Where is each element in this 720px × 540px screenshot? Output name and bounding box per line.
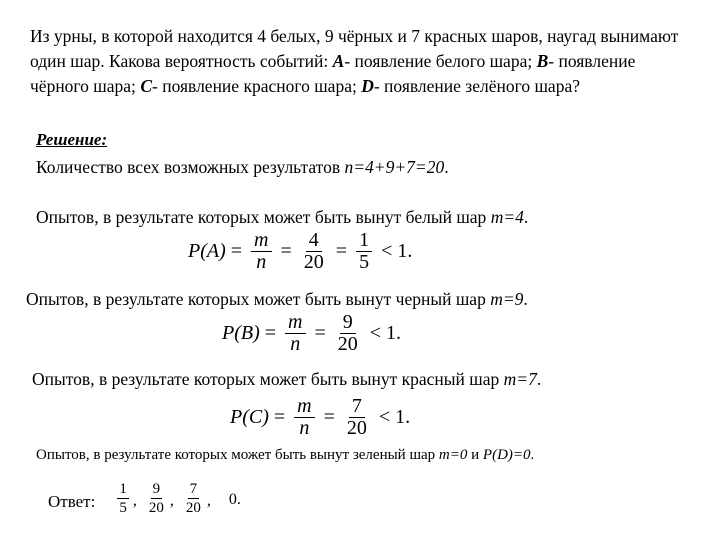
green-ball-text: Опытов, в результате которых может быть вынут зеленый шар (36, 447, 439, 463)
formula-p-c-eq1: = (273, 406, 286, 428)
answer-frac-1-5 (117, 480, 129, 517)
black-ball-text: Опытов, в результате которых может быть вынут черный шар (26, 289, 491, 309)
formula-p-c-frac-7-20 (344, 396, 370, 439)
fraction-numerator: 7 (349, 396, 365, 418)
answer-separator: , (169, 491, 174, 509)
fraction-denominator: 20 (303, 251, 324, 273)
white-ball-m: m=4 (490, 207, 524, 227)
formula-p-c-eq2: = (323, 406, 335, 428)
formula-p-b-lhs: P(B) (222, 322, 260, 344)
formula-p-a-frac-m-n (251, 230, 271, 273)
red-ball-end: . (536, 369, 542, 389)
total-outcomes-formula: n=4+9+7=20 (344, 157, 445, 177)
answer-label: Ответ: (48, 491, 96, 511)
fraction-denominator: 20 (185, 500, 201, 516)
green-ball-mid: и (467, 447, 483, 463)
formula-p-b-eq2: = (314, 322, 326, 344)
fraction-denominator: 20 (337, 333, 358, 355)
red-ball-text: Опытов, в результате которых может быть вынут красный шар (32, 369, 504, 389)
black-ball-m: m=9 (490, 289, 524, 309)
formula-p-a-lhs: P(A) (188, 240, 226, 262)
fraction-numerator: 1 (119, 481, 127, 497)
answer-separator: , (206, 491, 211, 509)
formula-p-a-frac-4-20 (301, 230, 327, 273)
formula-p-b-frac-9-20 (335, 312, 361, 355)
fraction-numerator: m (285, 312, 305, 334)
fraction-denominator: 5 (359, 251, 370, 273)
formula-p-a-eq1: = (230, 240, 243, 262)
total-outcomes-line (36, 156, 449, 178)
event-c-text: - появление красного шара; (152, 76, 362, 96)
fraction-numerator: 4 (306, 230, 322, 252)
formula-p-a (188, 230, 417, 273)
event-a-letter: A (332, 51, 345, 71)
problem-statement (30, 24, 690, 99)
event-a-text: - появление белого шара; (344, 51, 537, 71)
red-ball-line (32, 368, 541, 390)
white-ball-text: Опытов, в результате которых может быть вынут белый шар (36, 207, 491, 227)
white-ball-line (36, 206, 528, 228)
formula-p-b (222, 312, 406, 355)
fraction-denominator: n (256, 251, 267, 273)
formula-p-a-eq3: = (335, 240, 348, 262)
white-ball-end: . (523, 207, 529, 227)
answer-frac-9-20 (147, 480, 166, 517)
fraction-numerator: m (251, 230, 271, 252)
fraction-numerator: 9 (340, 312, 356, 334)
answer-block (48, 480, 241, 517)
green-ball-end: . (530, 447, 535, 463)
formula-p-b-frac-m-n (285, 312, 305, 355)
total-outcomes-text: Количество всех возможных результатов (36, 157, 345, 177)
formula-p-c-frac-m-n (294, 396, 314, 439)
green-ball-m: m=0 (438, 447, 468, 463)
fraction-numerator: m (294, 396, 314, 418)
answer-frac-7-20 (184, 480, 203, 517)
fraction-denominator: n (290, 333, 301, 355)
event-c-letter: C (140, 76, 152, 96)
formula-p-a-tail: < 1. (381, 240, 413, 262)
event-d-letter: D (361, 76, 374, 96)
event-b-letter: B (536, 51, 549, 71)
answer-separator: , (132, 491, 137, 509)
fraction-numerator: 9 (152, 481, 161, 497)
fraction-numerator: 7 (189, 481, 198, 497)
answer-zero: 0. (228, 490, 241, 508)
fraction-denominator: n (299, 417, 310, 439)
green-ball-line (36, 444, 534, 466)
solution-heading: Решение: (36, 130, 108, 149)
fraction-denominator: 20 (148, 500, 164, 516)
red-ball-m: m=7 (503, 369, 537, 389)
fraction-numerator: 1 (356, 230, 372, 252)
problem-intro: Из урны, в которой находится 4 белых, 9 чёрных и 7 красных шаров, наугад вынимают один шар. Какова вероятность событий: (30, 26, 679, 71)
formula-p-c (230, 396, 415, 439)
formula-p-b-eq1: = (264, 322, 277, 344)
green-ball-p: P(D)=0 (482, 447, 531, 463)
black-ball-end: . (523, 289, 528, 309)
event-b-text: - появление чёрного шара; (30, 51, 636, 96)
formula-p-a-frac-1-5 (356, 230, 372, 273)
formula-p-c-lhs: P(C) (230, 406, 269, 428)
black-ball-line (26, 288, 528, 310)
formula-p-b-tail: < 1. (369, 322, 402, 344)
event-d-text: - появление зелёного шара? (373, 76, 580, 96)
fraction-denominator: 20 (346, 417, 367, 439)
total-outcomes-end: . (444, 157, 449, 177)
formula-p-c-tail: < 1. (378, 406, 411, 428)
formula-p-a-eq2: = (280, 240, 292, 262)
fraction-denominator: 5 (119, 500, 127, 516)
